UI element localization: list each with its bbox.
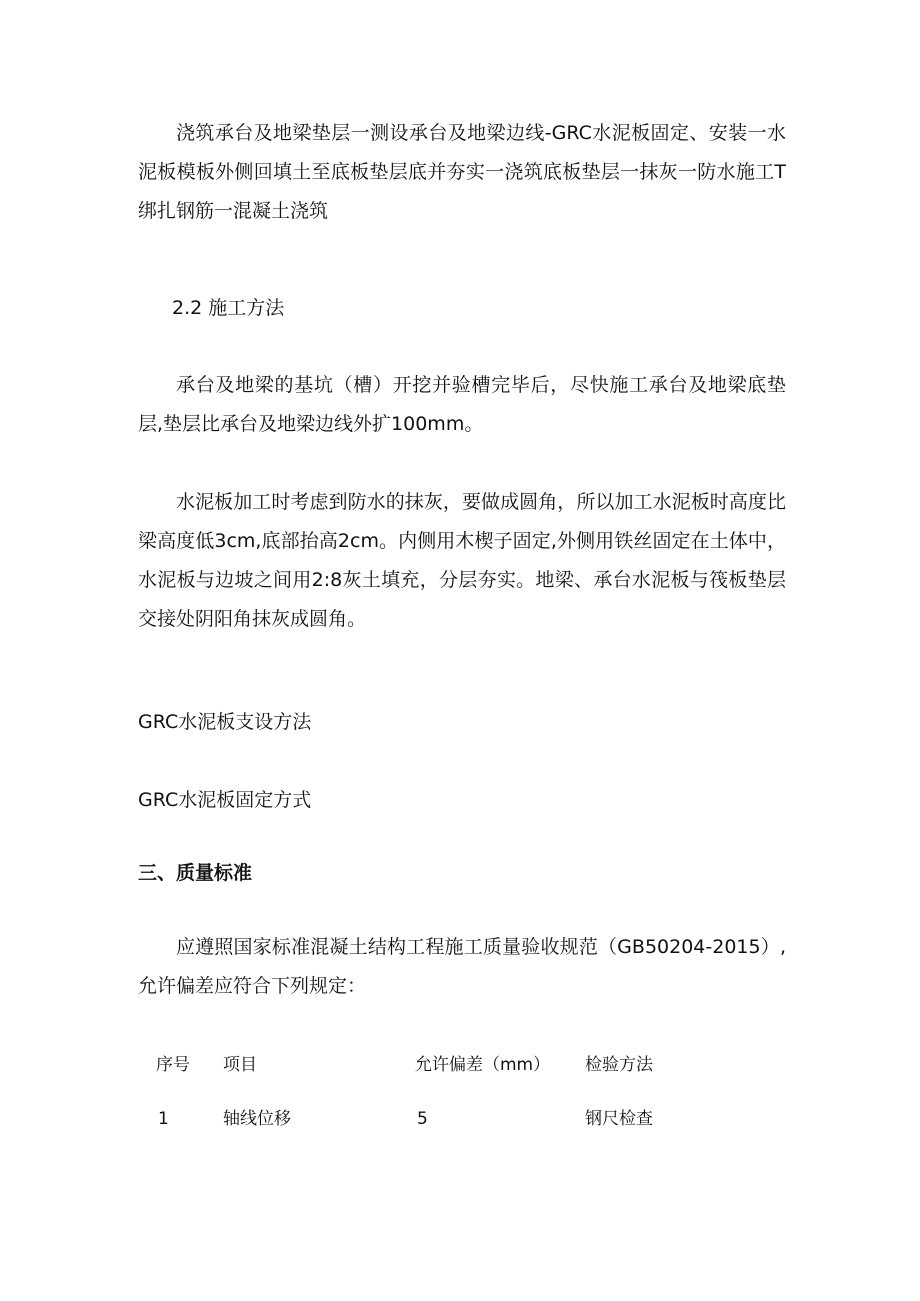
section-heading-2-2: 2.2 施工方法 [172,297,285,319]
cell-tolerance: 5 [417,1109,428,1129]
excavation-paragraph: 承台及地梁的基坑（槽）开挖并验槽完毕后，尽快施工承台及地梁底垫层,垫层比承台及地梁边线外扩100mm。 [138,374,786,435]
cell-item: 轴线位移 [223,1109,291,1129]
cement-board-paragraph: 水泥板加工时考虑到防水的抹灰，要做成圆角，所以加工水泥板时高度比梁高度低3cm,底部抬高2cm。内侧用木楔子固定,外侧用铁丝固定在土体中，水泥板与边坡之间用2:8灰土填充，分层夯实。地梁、承台水泥板与筏板垫层交接处阴阳角抹灰成圆角。 [138,491,786,630]
header-index: 序号 [156,1055,190,1075]
figure-label-support-method: GRC水泥板支设方法 [138,711,312,733]
header-tolerance: 允许偏差（mm） [415,1055,551,1075]
construction-sequence-paragraph: 浇筑承台及地梁垫层一测设承台及地梁边线-GRC水泥板固定、安装一水泥板模板外侧回填土至底板垫层底并夯实一浇筑底板垫层一抹灰一防水施工T绑扎钢筋一混凝土浇筑 [138,122,786,222]
figure-label-fixing-method: GRC水泥板固定方式 [138,789,312,811]
cell-index: 1 [158,1109,169,1129]
standards-paragraph: 应遵照国家标准混凝土结构工程施工质量验收规范（GB50204-2015）,允许偏差应符合下列规定： [138,936,786,997]
header-inspection-method: 检验方法 [585,1055,653,1075]
header-item: 项目 [223,1055,257,1075]
section-heading-quality-standards: 三、质量标准 [138,862,253,884]
cell-inspection-method: 钢尺检查 [585,1109,653,1129]
